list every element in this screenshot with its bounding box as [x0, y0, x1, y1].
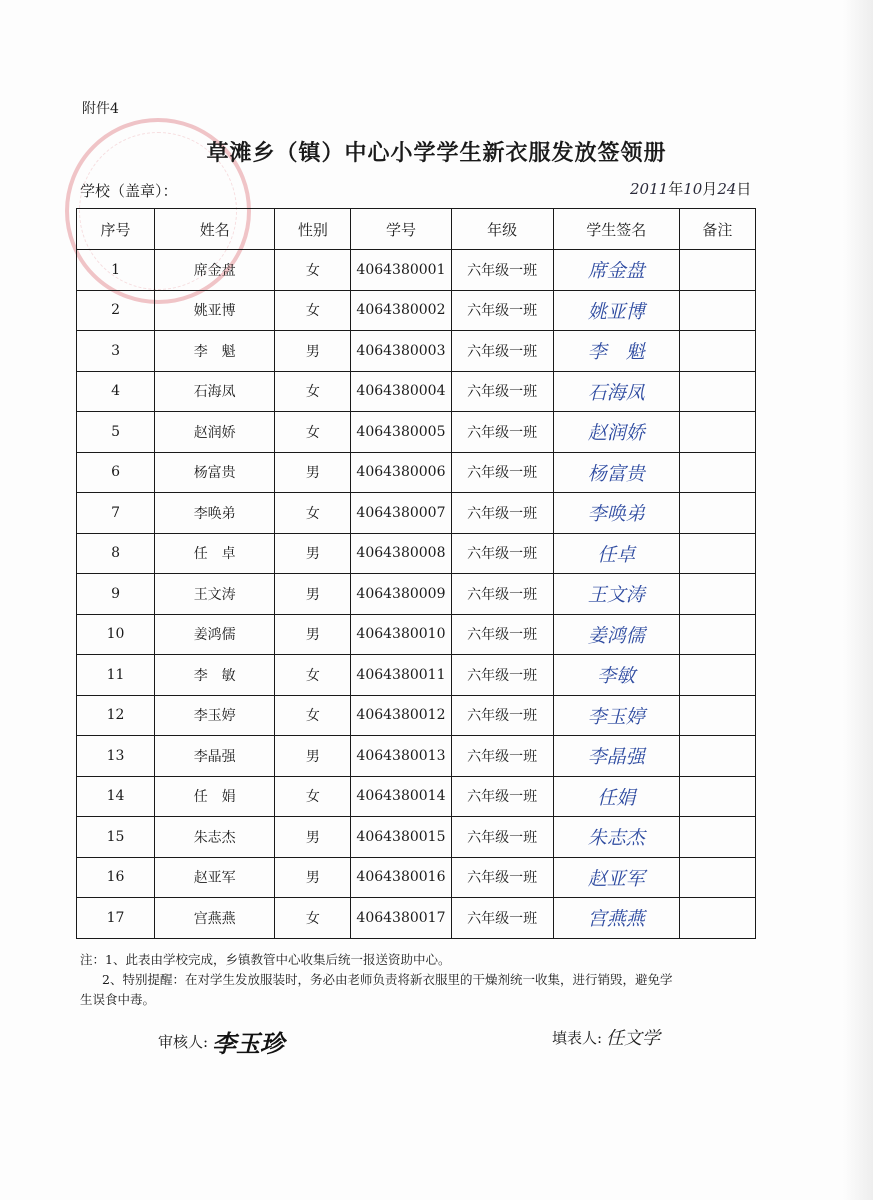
cell-gender: 男 — [275, 614, 351, 655]
school-seal-label: 学校（盖章）： — [80, 182, 178, 200]
cell-name: 李晶强 — [155, 736, 275, 777]
date-month: 10 — [683, 180, 703, 198]
cell-gender: 女 — [275, 776, 351, 817]
cell-no: 9 — [77, 574, 155, 615]
cell-student-id: 4064380002 — [351, 290, 451, 331]
cell-no: 12 — [77, 695, 155, 736]
cell-no: 17 — [77, 898, 155, 939]
cell-no: 16 — [77, 857, 155, 898]
cell-grade: 六年级一班 — [451, 817, 553, 858]
cell-student-id: 4064380007 — [351, 493, 451, 534]
cell-grade: 六年级一班 — [451, 574, 553, 615]
cell-signature: 任卓 — [553, 533, 679, 574]
cell-note — [679, 574, 755, 615]
cell-student-id: 4064380012 — [351, 695, 451, 736]
date-year: 2011 — [630, 180, 669, 198]
cell-note — [679, 898, 755, 939]
footnote-1: 注：1、此表由学校完成，乡镇教管中心收集后统一报送资助中心。 — [80, 952, 451, 967]
cell-note — [679, 776, 755, 817]
cell-name: 赵亚军 — [155, 857, 275, 898]
cell-signature: 任娟 — [553, 776, 679, 817]
cell-grade: 六年级一班 — [451, 533, 553, 574]
table-row — [77, 250, 756, 291]
cell-name: 杨富贵 — [155, 452, 275, 493]
cell-no: 13 — [77, 736, 155, 777]
cell-name: 李玉婷 — [155, 695, 275, 736]
header-gender: 性别 — [275, 209, 351, 250]
cell-signature: 李 魁 — [553, 331, 679, 372]
table-row — [77, 898, 756, 939]
cell-name: 朱志杰 — [155, 817, 275, 858]
cell-gender: 女 — [275, 412, 351, 453]
cell-signature: 李敏 — [553, 655, 679, 696]
cell-gender: 女 — [275, 695, 351, 736]
filler-signature: 任文学 — [606, 1028, 661, 1049]
cell-student-id: 4064380010 — [351, 614, 451, 655]
table-row — [77, 817, 756, 858]
cell-note — [679, 857, 755, 898]
date-day: 24 — [717, 180, 737, 198]
cell-no: 7 — [77, 493, 155, 534]
signature-row — [0, 1018, 873, 1058]
cell-name: 宫燕燕 — [155, 898, 275, 939]
table-row — [77, 736, 756, 777]
cell-no: 4 — [77, 371, 155, 412]
table-row — [77, 371, 756, 412]
page-title: 草滩乡（镇）中心小学学生新衣服发放签领册 — [206, 141, 667, 166]
table-row — [77, 452, 756, 493]
cell-note — [679, 817, 755, 858]
table-row — [77, 857, 756, 898]
cell-name: 赵润娇 — [155, 412, 275, 453]
cell-signature: 姚亚博 — [553, 290, 679, 331]
cell-note — [679, 331, 755, 372]
filler-block — [552, 1024, 660, 1050]
cell-student-id: 4064380003 — [351, 331, 451, 372]
table-row — [77, 695, 756, 736]
cell-grade: 六年级一班 — [451, 290, 553, 331]
cell-name: 任 卓 — [155, 533, 275, 574]
cell-gender: 男 — [275, 574, 351, 615]
footnote-2: 2、特别提醒：在对学生发放服装时，务必由老师负责将新衣服里的干燥剂统一收集，进行销毁，避免学 — [102, 972, 673, 987]
cell-grade: 六年级一班 — [451, 736, 553, 777]
cell-student-id: 4064380004 — [351, 371, 451, 412]
cell-grade: 六年级一班 — [451, 371, 553, 412]
header-signature: 学生签名 — [553, 209, 679, 250]
cell-gender: 女 — [275, 250, 351, 291]
header-name: 姓名 — [155, 209, 275, 250]
table-row — [77, 776, 756, 817]
cell-note — [679, 655, 755, 696]
cell-name: 王文涛 — [155, 574, 275, 615]
footnote-2-continued: 生误食中毒。 — [80, 992, 156, 1007]
cell-no: 8 — [77, 533, 155, 574]
cell-name: 石海凤 — [155, 371, 275, 412]
cell-signature: 王文涛 — [553, 574, 679, 615]
cell-grade: 六年级一班 — [451, 655, 553, 696]
cell-student-id: 4064380011 — [351, 655, 451, 696]
reviewer-block — [158, 1024, 284, 1059]
cell-grade: 六年级一班 — [451, 614, 553, 655]
date-month-suffix: 月 — [702, 180, 718, 198]
cell-name: 李唤弟 — [155, 493, 275, 534]
table-header-row — [77, 209, 756, 250]
table-row — [77, 493, 756, 534]
cell-gender: 男 — [275, 817, 351, 858]
cell-grade: 六年级一班 — [451, 776, 553, 817]
cell-note — [679, 250, 755, 291]
cell-name: 姚亚博 — [155, 290, 275, 331]
footnotes — [80, 950, 760, 1010]
header-student-id: 学号 — [351, 209, 451, 250]
table-row — [77, 614, 756, 655]
cell-student-id: 4064380017 — [351, 898, 451, 939]
table-row — [77, 412, 756, 453]
cell-gender: 男 — [275, 736, 351, 777]
cell-no: 14 — [77, 776, 155, 817]
table-body — [77, 250, 756, 939]
cell-student-id: 4064380006 — [351, 452, 451, 493]
cell-signature: 姜鸿儒 — [553, 614, 679, 655]
table-row — [77, 655, 756, 696]
cell-grade: 六年级一班 — [451, 331, 553, 372]
reviewer-signature: 李玉珍 — [212, 1029, 285, 1058]
cell-student-id: 4064380014 — [351, 776, 451, 817]
distribution-roster-table — [76, 208, 756, 939]
cell-signature: 李晶强 — [553, 736, 679, 777]
cell-student-id: 4064380013 — [351, 736, 451, 777]
cell-name: 任 娟 — [155, 776, 275, 817]
attachment-label: 附件4 — [82, 101, 119, 117]
cell-grade: 六年级一班 — [451, 250, 553, 291]
cell-gender: 男 — [275, 533, 351, 574]
cell-student-id: 4064380001 — [351, 250, 451, 291]
cell-signature: 李玉婷 — [553, 695, 679, 736]
cell-gender: 男 — [275, 331, 351, 372]
cell-gender: 女 — [275, 493, 351, 534]
cell-no: 15 — [77, 817, 155, 858]
cell-gender: 女 — [275, 898, 351, 939]
cell-student-id: 4064380008 — [351, 533, 451, 574]
cell-signature: 石海凤 — [553, 371, 679, 412]
cell-note — [679, 736, 755, 777]
reviewer-label: 审核人: — [158, 1033, 209, 1051]
cell-no: 2 — [77, 290, 155, 331]
cell-name: 李 敏 — [155, 655, 275, 696]
cell-no: 11 — [77, 655, 155, 696]
cell-note — [679, 452, 755, 493]
cell-grade: 六年级一班 — [451, 493, 553, 534]
date-year-suffix: 年 — [668, 180, 684, 198]
cell-grade: 六年级一班 — [451, 452, 553, 493]
cell-note — [679, 614, 755, 655]
table-row — [77, 533, 756, 574]
cell-note — [679, 290, 755, 331]
cell-note — [679, 371, 755, 412]
table-row — [77, 290, 756, 331]
cell-no: 3 — [77, 331, 155, 372]
cell-note — [679, 533, 755, 574]
header-no: 序号 — [77, 209, 155, 250]
cell-gender: 女 — [275, 290, 351, 331]
cell-grade: 六年级一班 — [451, 412, 553, 453]
filler-label: 填表人: — [552, 1028, 603, 1047]
cell-signature: 李唤弟 — [553, 493, 679, 534]
cell-signature: 赵亚军 — [553, 857, 679, 898]
cell-grade: 六年级一班 — [451, 695, 553, 736]
cell-signature: 宫燕燕 — [553, 898, 679, 939]
cell-grade: 六年级一班 — [451, 857, 553, 898]
header-grade: 年级 — [451, 209, 553, 250]
cell-student-id: 4064380016 — [351, 857, 451, 898]
cell-note — [679, 412, 755, 453]
cell-no: 5 — [77, 412, 155, 453]
cell-signature: 赵润娇 — [553, 412, 679, 453]
cell-student-id: 4064380005 — [351, 412, 451, 453]
cell-gender: 男 — [275, 857, 351, 898]
cell-name: 李 魁 — [155, 331, 275, 372]
cell-gender: 女 — [275, 371, 351, 412]
date-day-suffix: 日 — [736, 180, 752, 198]
cell-name: 席金盘 — [155, 250, 275, 291]
cell-no: 10 — [77, 614, 155, 655]
cell-note — [679, 493, 755, 534]
cell-signature: 杨富贵 — [553, 452, 679, 493]
cell-note — [679, 695, 755, 736]
cell-name: 姜鸿儒 — [155, 614, 275, 655]
header-note: 备注 — [679, 209, 755, 250]
cell-gender: 女 — [275, 655, 351, 696]
cell-student-id: 4064380015 — [351, 817, 451, 858]
cell-gender: 男 — [275, 452, 351, 493]
cell-no: 1 — [77, 250, 155, 291]
table-row — [77, 331, 756, 372]
cell-grade: 六年级一班 — [451, 898, 553, 939]
cell-student-id: 4064380009 — [351, 574, 451, 615]
cell-signature: 朱志杰 — [553, 817, 679, 858]
cell-no: 6 — [77, 452, 155, 493]
table-row — [77, 574, 756, 615]
issue-date — [630, 178, 751, 199]
cell-signature: 席金盘 — [553, 250, 679, 291]
